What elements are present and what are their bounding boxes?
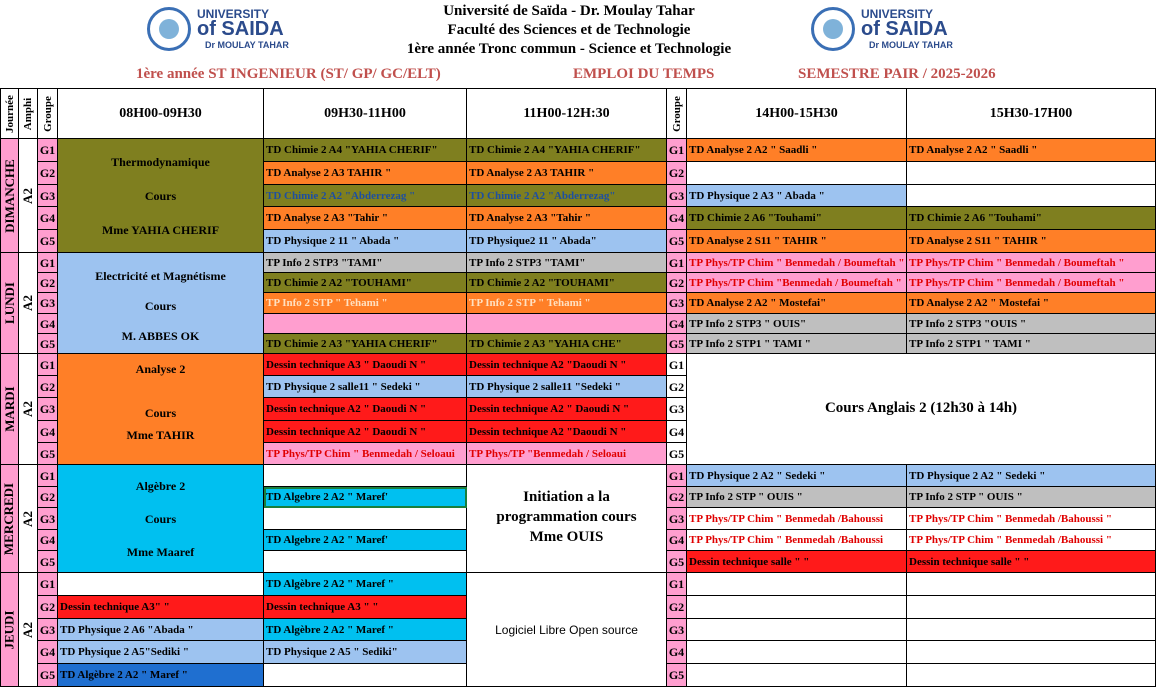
schedule-cell[interactable]: TD Analyse 2 A2 " Mostefai " bbox=[907, 293, 1156, 314]
schedule-cell[interactable]: TP Info 2 STP1 " TAMI " bbox=[687, 334, 907, 354]
header-slot-1: 08H00-09H30 bbox=[58, 89, 264, 139]
group-label: G4 bbox=[667, 530, 687, 551]
logo-text: of SAIDA bbox=[197, 18, 284, 40]
group-label: G2 bbox=[38, 162, 58, 185]
group-label: G2 bbox=[38, 376, 58, 398]
schedule-cell[interactable]: TP Phys/TP Chim " Benmedah /Bahoussi " bbox=[907, 508, 1156, 530]
group-label: G3 bbox=[38, 293, 58, 314]
faculty-name: Faculté des Sciences et de Technologie bbox=[447, 22, 691, 38]
schedule-cell[interactable] bbox=[687, 573, 907, 596]
logo-text: UNIVERSITY bbox=[861, 7, 934, 21]
schedule-cell[interactable]: TD Analyse 2 A2 " Mostefai" bbox=[687, 293, 907, 314]
group-label: G5 bbox=[38, 664, 58, 687]
title-left: 1ère année ST INGENIEUR (ST/ GP/ GC/ELT) bbox=[136, 66, 441, 82]
schedule-cell[interactable] bbox=[907, 664, 1156, 687]
group-label: G5 bbox=[38, 334, 58, 354]
schedule-cell[interactable]: TD Chimie 2 A2 "TOUHAMI" bbox=[264, 273, 467, 293]
group-label: G1 bbox=[667, 573, 687, 596]
logo-text: Dr MOULAY TAHAR bbox=[205, 40, 289, 50]
group-label: G3 bbox=[667, 508, 687, 530]
group-label: G4 bbox=[38, 314, 58, 334]
schedule-cell[interactable]: TD Physique 2 A2 " Sedeki " bbox=[907, 465, 1156, 487]
group-label: G4 bbox=[38, 641, 58, 664]
group-label: G3 bbox=[38, 508, 58, 530]
group-label: G2 bbox=[667, 596, 687, 619]
cours-logiciel-libre: Logiciel Libre Open source bbox=[467, 573, 667, 687]
group-label: G1 bbox=[38, 465, 58, 487]
schedule-cell[interactable]: TD Algebre 2 A2 " Maref' bbox=[264, 487, 467, 508]
group-label: G3 bbox=[667, 185, 687, 207]
group-label: G1 bbox=[667, 354, 687, 376]
schedule-cell[interactable]: Dessin technique salle " " bbox=[907, 551, 1156, 573]
day-jeudi: JEUDI bbox=[1, 573, 19, 687]
schedule-cell[interactable]: TD Physique 2 salle11 " Sedeki " bbox=[264, 376, 467, 398]
group-label: G3 bbox=[38, 185, 58, 207]
university-name: Université de Saïda - Dr. Moulay Tahar bbox=[443, 3, 695, 19]
schedule-cell[interactable] bbox=[907, 573, 1156, 596]
schedule-cell[interactable] bbox=[687, 641, 907, 664]
schedule-cell[interactable]: Dessin technique A2 " Daoudi N " bbox=[264, 398, 467, 421]
schedule-cell[interactable]: TD Chimie 2 A4 "YAHIA CHERIF" bbox=[264, 139, 467, 162]
schedule-cell[interactable]: TD Analyse 2 A2 " Saadli " bbox=[907, 139, 1156, 162]
schedule-cell[interactable]: Dessin technique A2 "Daoudi N " bbox=[467, 421, 667, 443]
day-lundi: LUNDI bbox=[1, 253, 19, 354]
schedule-cell[interactable] bbox=[687, 619, 907, 641]
logo-text: of SAIDA bbox=[861, 18, 948, 40]
cours-algebre: Algèbre 2 Cours Mme Maaref bbox=[58, 465, 264, 573]
group-label: G2 bbox=[38, 273, 58, 293]
group-label: G3 bbox=[38, 619, 58, 641]
amphi-cell: A2 bbox=[19, 139, 38, 253]
header-slot-4: 14H00-15H30 bbox=[687, 89, 907, 139]
schedule-cell[interactable]: TD Physique 2 A2 " Sedeki " bbox=[687, 465, 907, 487]
schedule-cell[interactable]: TD Analyse 2 A3 "Tahir " bbox=[467, 207, 667, 230]
schedule-cell[interactable]: TD Chimie 2 A2 "Abderrezag " bbox=[264, 185, 467, 207]
schedule-cell[interactable] bbox=[467, 314, 667, 334]
group-label: G5 bbox=[38, 443, 58, 465]
cours-analyse: Analyse 2 Cours Mme TAHIR bbox=[58, 354, 264, 465]
schedule-cell[interactable] bbox=[907, 185, 1156, 207]
group-label: G4 bbox=[667, 641, 687, 664]
schedule-cell[interactable]: TP Info 2 STP " OUIS " bbox=[907, 487, 1156, 508]
group-label: G3 bbox=[667, 398, 687, 421]
schedule-cell[interactable]: TP Info 2 STP " Tehami " bbox=[264, 293, 467, 314]
schedule-cell[interactable]: TP Info 2 STP3 "OUIS " bbox=[907, 314, 1156, 334]
group-label: G2 bbox=[38, 596, 58, 619]
logo-text: UNIVERSITY bbox=[197, 7, 270, 21]
schedule-cell[interactable]: TD Algèbre 2 A2 " Maref " bbox=[264, 619, 467, 641]
schedule-cell[interactable]: Dessin technique A2 "Daoudi N " bbox=[467, 354, 667, 376]
schedule-cell[interactable]: TP Phys/TP Chim " Benmedah /Bahoussi " bbox=[907, 530, 1156, 551]
group-label: G5 bbox=[667, 443, 687, 465]
schedule-cell[interactable]: TP Info 2 STP3 " OUIS" bbox=[687, 314, 907, 334]
timetable bbox=[0, 88, 1156, 687]
group-label: G4 bbox=[38, 530, 58, 551]
schedule-cell[interactable]: TD Analyse 2 S11 " TAHIR " bbox=[907, 230, 1156, 253]
group-label: G2 bbox=[38, 487, 58, 508]
amphi-cell: A2 bbox=[19, 465, 38, 573]
schedule-cell[interactable]: TD Chimie 2 A3 "YAHIA CHERIF" bbox=[264, 334, 467, 354]
schedule-cell[interactable]: Dessin technique A3" " bbox=[58, 596, 264, 619]
group-label: G4 bbox=[667, 421, 687, 443]
group-label: G5 bbox=[38, 230, 58, 253]
group-label: G1 bbox=[667, 139, 687, 162]
schedule-cell[interactable] bbox=[907, 162, 1156, 185]
amphi-cell: A2 bbox=[19, 573, 38, 687]
schedule-cell[interactable]: TD Physique 2 11 " Abada " bbox=[264, 230, 467, 253]
schedule-cell[interactable]: TD Physique 2 A3 " Abada " bbox=[687, 185, 907, 207]
schedule-cell[interactable]: TD Analyse 2 A3 TAHIR " bbox=[264, 162, 467, 185]
group-label: G4 bbox=[38, 421, 58, 443]
group-label: G1 bbox=[38, 354, 58, 376]
schedule-cell[interactable]: Dessin technique A2 " Daoudi N " bbox=[467, 398, 667, 421]
group-label: G5 bbox=[667, 334, 687, 354]
schedule-cell[interactable]: TD Chimie 2 A3 "YAHIA CHE" bbox=[467, 334, 667, 354]
group-label: G1 bbox=[38, 573, 58, 596]
header-slot-3: 11H00-12H:30 bbox=[467, 89, 667, 139]
group-label: G2 bbox=[667, 487, 687, 508]
header-slot-5: 15H30-17H00 bbox=[907, 89, 1156, 139]
schedule-cell[interactable]: TP Phys/TP Chim " Benmedah / Boumeftah " bbox=[907, 253, 1156, 273]
group-label: G5 bbox=[38, 551, 58, 573]
schedule-cell[interactable]: TP Phys/TP "Benmedah / Seloaui bbox=[467, 443, 667, 465]
schedule-cell[interactable]: TP Info 2 STP3 "TAMI" bbox=[264, 253, 467, 273]
logo-text: Dr MOULAY TAHAR bbox=[869, 40, 953, 50]
schedule-cell[interactable]: TD Physique 2 salle11 "Sedeki " bbox=[467, 376, 667, 398]
group-label: G3 bbox=[667, 293, 687, 314]
group-label: G1 bbox=[667, 465, 687, 487]
schedule-cell[interactable]: TD Chimie 2 A6 "Touhami" bbox=[687, 207, 907, 230]
group-label: G2 bbox=[667, 273, 687, 293]
schedule-cell[interactable]: TP Phys/TP Chim " Benmedah / Boumeftah " bbox=[687, 253, 907, 273]
schedule-cell[interactable]: TD Chimie 2 A2 "TOUHAMI" bbox=[467, 273, 667, 293]
group-label: G1 bbox=[38, 139, 58, 162]
schedule-cell[interactable]: TP Info 2 STP1 " TAMI " bbox=[907, 334, 1156, 354]
schedule-cell[interactable]: TP Info 2 STP3 "TAMI" bbox=[467, 253, 667, 273]
day-dimanche: DIMANCHE bbox=[1, 139, 19, 253]
schedule-cell[interactable]: TD Algebre 2 A2 " Maref' bbox=[264, 530, 467, 551]
schedule-cell[interactable] bbox=[907, 641, 1156, 664]
amphi-cell: A2 bbox=[19, 253, 38, 354]
schedule-cell[interactable]: TD Chimie 2 A4 "YAHIA CHERIF" bbox=[467, 139, 667, 162]
group-label: G3 bbox=[38, 398, 58, 421]
schedule-cell[interactable]: TD Chimie 2 A2 "Abderrezag" bbox=[467, 185, 667, 207]
schedule-cell[interactable]: TD Analyse 2 A2 " Saadli " bbox=[687, 139, 907, 162]
schedule-cell[interactable]: TD Analyse 2 A3 TAHIR " bbox=[467, 162, 667, 185]
schedule-cell[interactable]: Dessin technique salle " " bbox=[687, 551, 907, 573]
schedule-cell[interactable] bbox=[264, 664, 467, 687]
schedule-cell[interactable]: TD Physique2 11 " Abada" bbox=[467, 230, 667, 253]
group-label: G5 bbox=[667, 230, 687, 253]
group-label: G4 bbox=[667, 207, 687, 230]
schedule-cell[interactable]: TP Phys/TP Chim " Benmedah / Seloaui bbox=[264, 443, 467, 465]
schedule-cell[interactable] bbox=[687, 664, 907, 687]
cours-anglais: Cours Anglais 2 (12h30 à 14h) bbox=[687, 354, 1156, 465]
schedule-cell[interactable] bbox=[264, 314, 467, 334]
schedule-cell[interactable]: TP Phys/TP Chim "Benmedah / Boumeftah " bbox=[687, 273, 907, 293]
group-label: G5 bbox=[667, 551, 687, 573]
schedule-cell[interactable] bbox=[264, 508, 467, 530]
cours-thermodynamique: Thermodynamique Cours Mme YAHIA CHERIF bbox=[58, 139, 264, 253]
schedule-cell[interactable]: TP Phys/TP Chim " Benmedah /Bahoussi bbox=[687, 508, 907, 530]
schedule-cell[interactable]: TP Phys/TP Chim " Benmedah /Bahoussi bbox=[687, 530, 907, 551]
schedule-cell[interactable]: TD Analyse 2 S11 " TAHIR " bbox=[687, 230, 907, 253]
title-right: SEMESTRE PAIR / 2025-2026 bbox=[798, 66, 996, 82]
group-label: G3 bbox=[667, 619, 687, 641]
group-label: G1 bbox=[667, 253, 687, 273]
group-label: G1 bbox=[38, 253, 58, 273]
schedule-cell[interactable]: TD Physique 2 A5"Sediki " bbox=[58, 641, 264, 664]
schedule-cell[interactable]: TD Physique 2 A6 "Abada " bbox=[58, 619, 264, 641]
group-label: G2 bbox=[667, 162, 687, 185]
schedule-cell[interactable]: Dessin technique A3 " " bbox=[264, 596, 467, 619]
day-mercredi: MERCREDI bbox=[1, 465, 19, 573]
header-amphi: Amphi bbox=[19, 89, 38, 139]
schedule-cell[interactable] bbox=[907, 596, 1156, 619]
header-groupe: Groupe bbox=[38, 89, 58, 139]
group-label: G5 bbox=[667, 664, 687, 687]
schedule-cell[interactable]: TD Algèbre 2 A2 " Maref " bbox=[264, 573, 467, 596]
schedule-cell[interactable]: TD Algèbre 2 A2 " Maref " bbox=[58, 664, 264, 687]
schedule-cell[interactable]: TD Physique 2 A5 " Sediki" bbox=[264, 641, 467, 664]
schedule-cell[interactable] bbox=[687, 596, 907, 619]
cours-electricite: Electricité et Magnétisme Cours M. ABBES OK bbox=[58, 253, 264, 354]
schedule-cell[interactable]: TP Phys/TP Chim " Benmedah / Boumeftah " bbox=[907, 273, 1156, 293]
schedule-cell[interactable] bbox=[687, 162, 907, 185]
schedule-cell[interactable] bbox=[264, 551, 467, 573]
schedule-cell[interactable] bbox=[264, 465, 467, 487]
schedule-cell[interactable]: Dessin technique A2 " Daoudi N " bbox=[264, 421, 467, 443]
day-mardi: MARDI bbox=[1, 354, 19, 465]
schedule-cell[interactable]: TD Chimie 2 A6 "Touhami" bbox=[907, 207, 1156, 230]
program-name: 1ère année Tronc commun - Science et Technologie bbox=[406, 41, 732, 57]
title-center: EMPLOI DU TEMPS bbox=[573, 66, 715, 82]
schedule-cell[interactable]: TD Analyse 2 A3 "Tahir " bbox=[264, 207, 467, 230]
schedule-cell[interactable]: TP Info 2 STP " OUIS " bbox=[687, 487, 907, 508]
header-slot-2: 09H30-11H00 bbox=[264, 89, 467, 139]
header-journee: Journée bbox=[1, 89, 19, 139]
schedule-cell[interactable]: Dessin technique A3 " Daoudi N " bbox=[264, 354, 467, 376]
schedule-cell[interactable] bbox=[58, 573, 264, 596]
group-label: G2 bbox=[667, 376, 687, 398]
cours-programmation: Initiation a la programmation cours Mme OUIS bbox=[467, 465, 667, 573]
amphi-cell: A2 bbox=[19, 354, 38, 465]
schedule-cell[interactable] bbox=[907, 619, 1156, 641]
header-groupe-2: Groupe bbox=[667, 89, 687, 139]
schedule-cell[interactable]: TP Info 2 STP " Tehami " bbox=[467, 293, 667, 314]
group-label: G4 bbox=[667, 314, 687, 334]
group-label: G4 bbox=[38, 207, 58, 230]
